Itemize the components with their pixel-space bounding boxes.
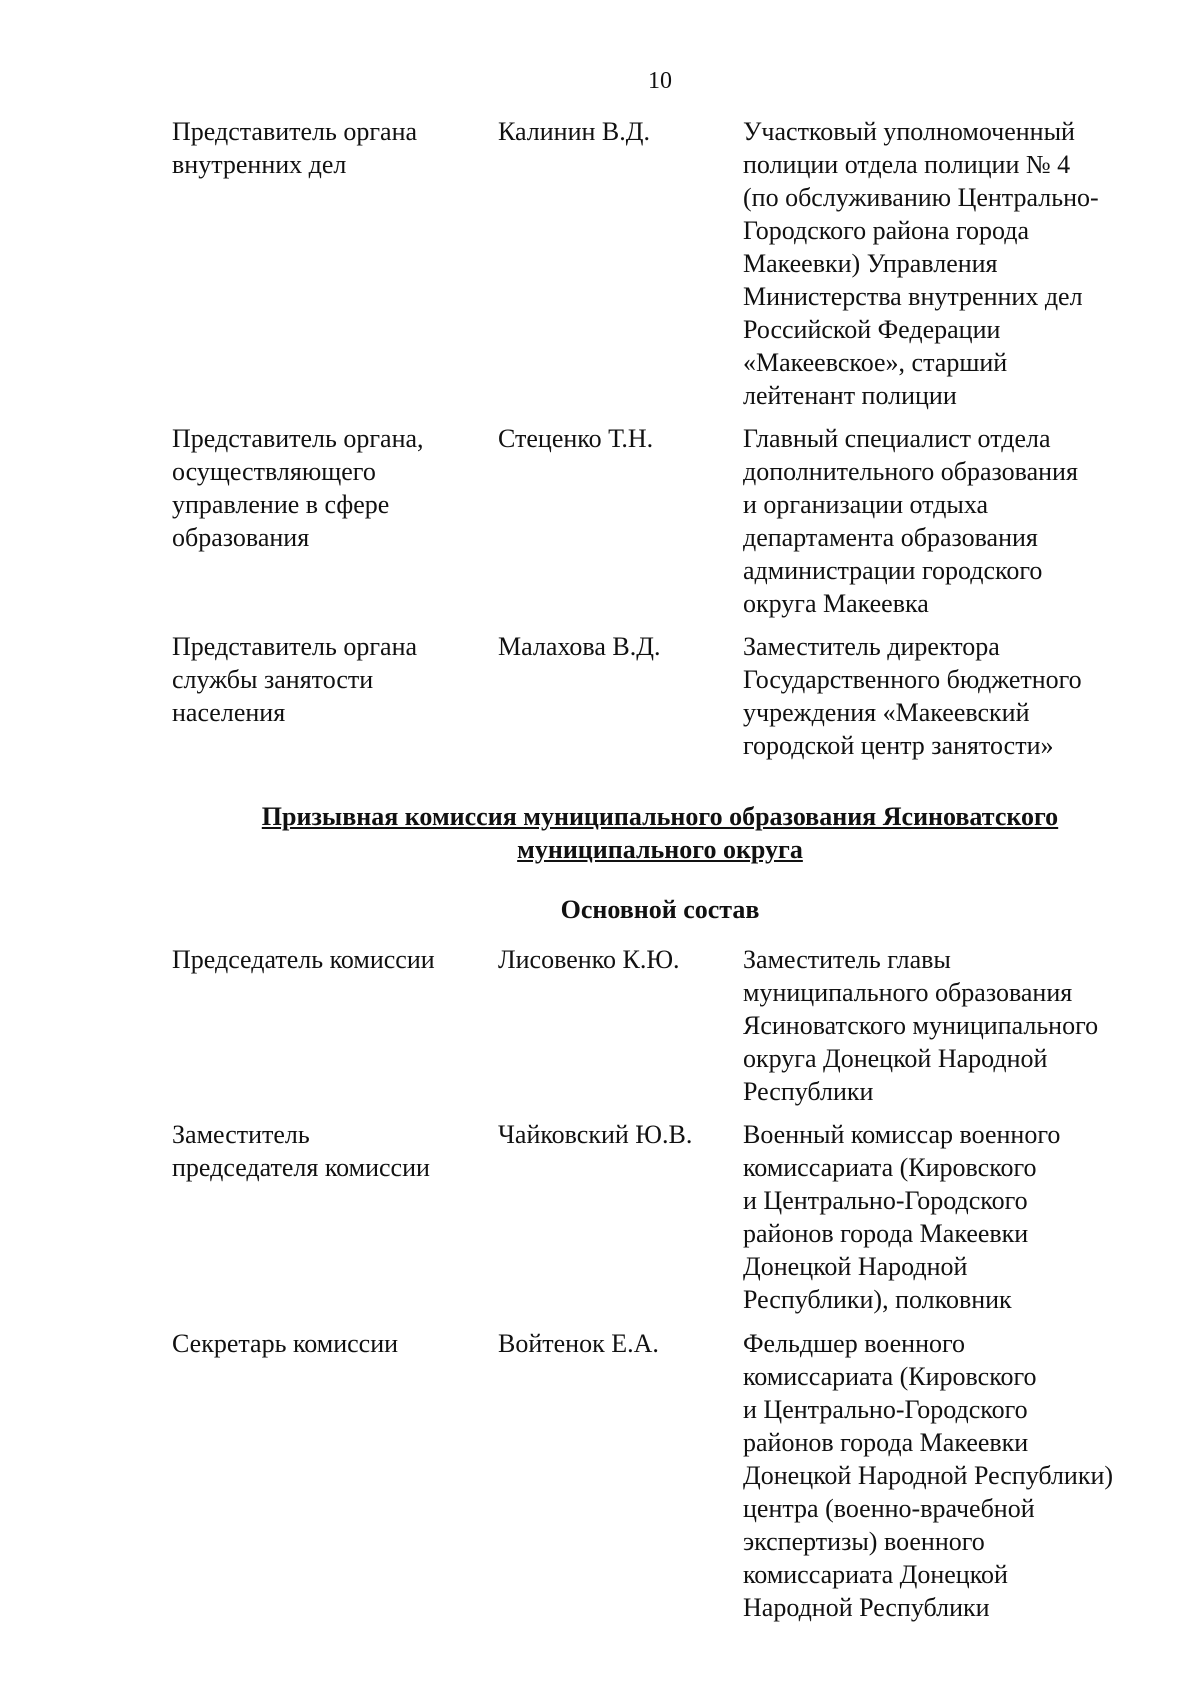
member-position: Заместитель директора Государственного бюджетного учреждения «Макеевский городской центр занятости» — [743, 632, 1082, 760]
member-role: Председатель комиссии — [172, 945, 435, 974]
member-position: Фельдшер военного комиссариата (Кировского и Центрально-Городского районов города Макеевки Донецкой Народной Республики) центра (военно-врачебной экспертизы) военного комиссариата Донецкой Народной Республики — [743, 1329, 1114, 1622]
member-role: Представитель органа службы занятости населения — [172, 632, 418, 727]
member-role: Заместитель председателя комиссии — [172, 1120, 430, 1182]
member-position: Военный комиссар военного комиссариата (Кировского и Центрально-Городского районов города Макеевки Донецкой Народной Республики), полковник — [743, 1120, 1061, 1314]
member-name: Калинин В.Д. — [498, 117, 650, 146]
member-role: Представитель органа внутренних дел — [172, 117, 418, 179]
page-number: 10 — [648, 68, 672, 94]
member-position: Участковый уполномоченный полиции отдела полиции № 4 (по обслуживанию Центрально- Городского района города Макеевки) Управления Министерства внутренних дел Российской Федерации «Макеевское», старший лейтенант полиции — [743, 117, 1099, 410]
member-name: Малахова В.Д. — [498, 632, 661, 661]
member-role: Секретарь комиссии — [172, 1329, 399, 1358]
subsection-title: Основной состав — [560, 895, 760, 924]
member-position: Главный специалист отдела дополнительного образования и организации отдыха департамента образования администрации городского округа Макеевка — [743, 424, 1078, 618]
member-name: Стеценко Т.Н. — [498, 424, 654, 453]
member-name: Чайковский Ю.В. — [498, 1120, 693, 1149]
section-title: Призывная комиссия муниципального образования Ясиноватского муниципального округа — [261, 802, 1059, 864]
member-name: Лисовенко К.Ю. — [498, 945, 680, 974]
member-position: Заместитель главы муниципального образования Ясиноватского муниципального округа Донецкой Народной Республики — [743, 945, 1099, 1106]
member-name: Войтенок Е.А. — [498, 1329, 659, 1358]
member-role: Представитель органа, осуществляющего управление в сфере образования — [172, 424, 424, 552]
